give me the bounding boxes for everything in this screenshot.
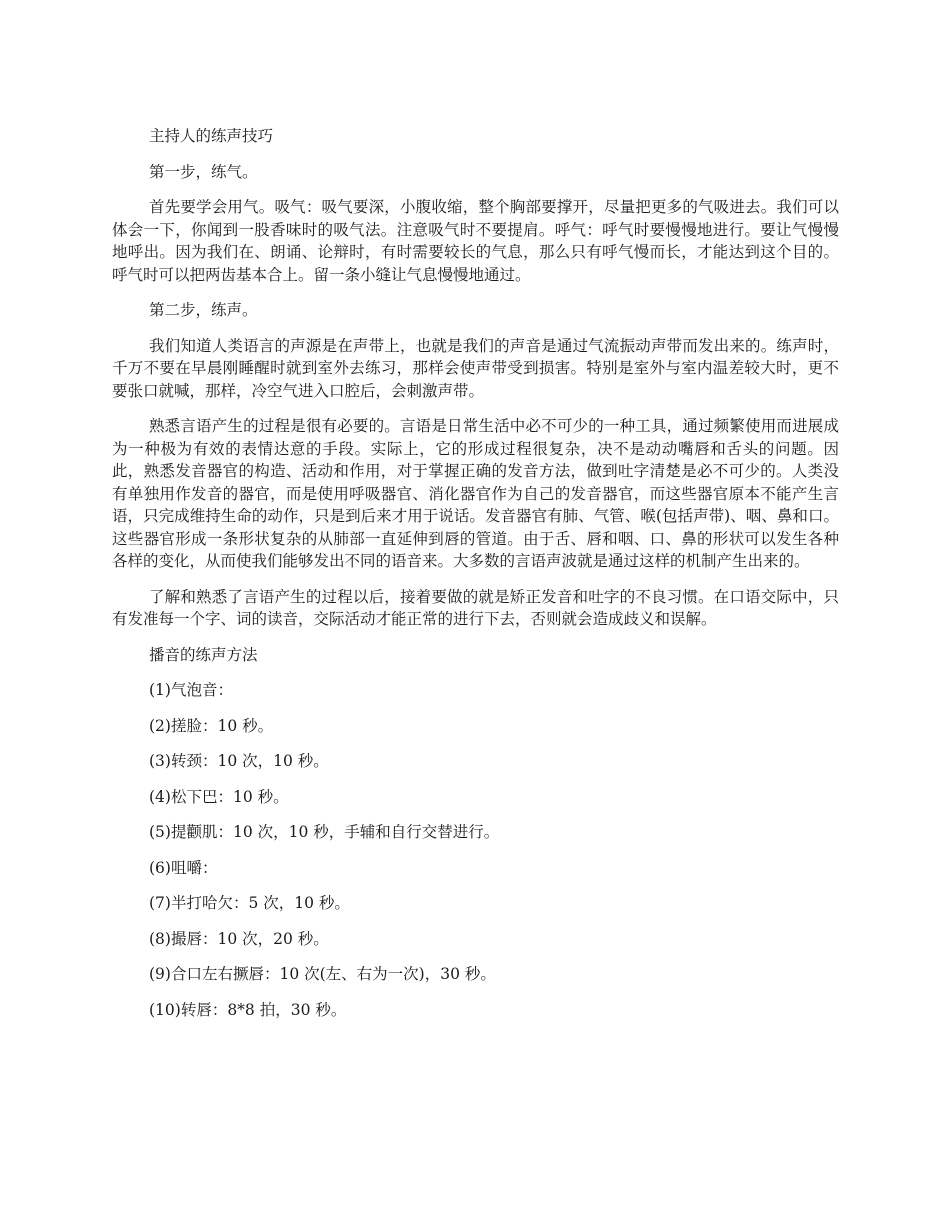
paragraph-pronunciation: 了解和熟悉了言语产生的过程以后，接着要做的就是矫正发音和吐字的不良习惯。在口语交际中，只有发准每一个字、词的读音，交际活动才能正常的进行下去，否则就会造成歧义和误解。 <box>112 587 839 628</box>
list-item: (4)松下巴：10 秒。 <box>149 787 289 806</box>
document-title: 主持人的练声技巧 <box>149 127 274 145</box>
list-item: (5)提颧肌：10 次，10 秒，手辅和自行交替进行。 <box>149 823 500 841</box>
paragraph-breathing: 首先要学会用气。吸气：吸气要深，小腹收缩，整个胸部要撑开，尽量把更多的气吸进去。我们可以体会一下，你闻到一股香味时的吸气法。注意吸气时不要提肩。呼气：呼气时要慢慢地进行。要让气慢慢地呼出。因为我们在、朗诵、论辩时，有时需要较长的气息，那么只有呼气慢而长，才能达到这个目的。呼气时可以把两齿基本合上。留一条小缝让气息慢慢地通过。 <box>112 198 839 284</box>
step-one-heading: 第一步，练气。 <box>149 162 258 181</box>
paragraph-vocal-cords: 我们知道人类语言的声源是在声带上，也就是我们的声音是通过气流振动声带而发出来的。练声时，千万不要在早晨刚睡醒时就到室外去练习，那样会使声带受到损害。特别是室外与室内温差较大时，更不要张口就喊，那样，冷空气进入口腔后，会刺激声带。 <box>112 336 839 400</box>
paragraph-speech-process: 熟悉言语产生的过程是很有必要的。言语是日常生活中必不可少的一种工具，通过频繁使用而进展成为一种极为有效的表情达意的手段。实际上，它的形成过程很复杂，决不是动动嘴唇和舌头的问题。因此，熟悉发音器官的构造、活动和作用，对于掌握正确的发音方法，做到吐字清楚是必不可少的。人类没有单独用作发音的器官，而是使用呼吸器官、消化器官作为自己的发音器官，而这些器官原本不能产生言语，只完成维持生命的动作，只是到后来才用于说话。发音器官有肺、气管、喉(包括声带)、咽、鼻和口。这些器官形成一条形状复杂的从肺部一直延伸到唇的管道。由于舌、唇和咽、口、鼻的形状可以发生各种各样的变化，从而使我们能够发出不同的语音来。大多数的言语声波就是通过这样的机制产生出来的。 <box>112 417 839 570</box>
document-page <box>112 125 839 1034</box>
list-item: (6)咀嚼： <box>149 858 218 877</box>
list-item: (8)撮唇：10 次，20 秒。 <box>149 929 329 948</box>
list-item: (7)半打哈欠：5 次，10 秒。 <box>149 894 350 912</box>
step-two-heading: 第二步，练声。 <box>149 301 258 319</box>
list-item: (3)转颈：10 次，10 秒。 <box>149 752 329 770</box>
list-item: (1)气泡音： <box>149 681 233 699</box>
list-item: (2)搓脸：10 秒。 <box>149 716 274 735</box>
section-title: 播音的练声方法 <box>149 645 258 664</box>
list-item: (10)转唇：8*8 拍，30 秒。 <box>149 1000 347 1019</box>
list-item: (9)合口左右撅唇：10 次(左、右为一次)，30 秒。 <box>149 965 496 983</box>
